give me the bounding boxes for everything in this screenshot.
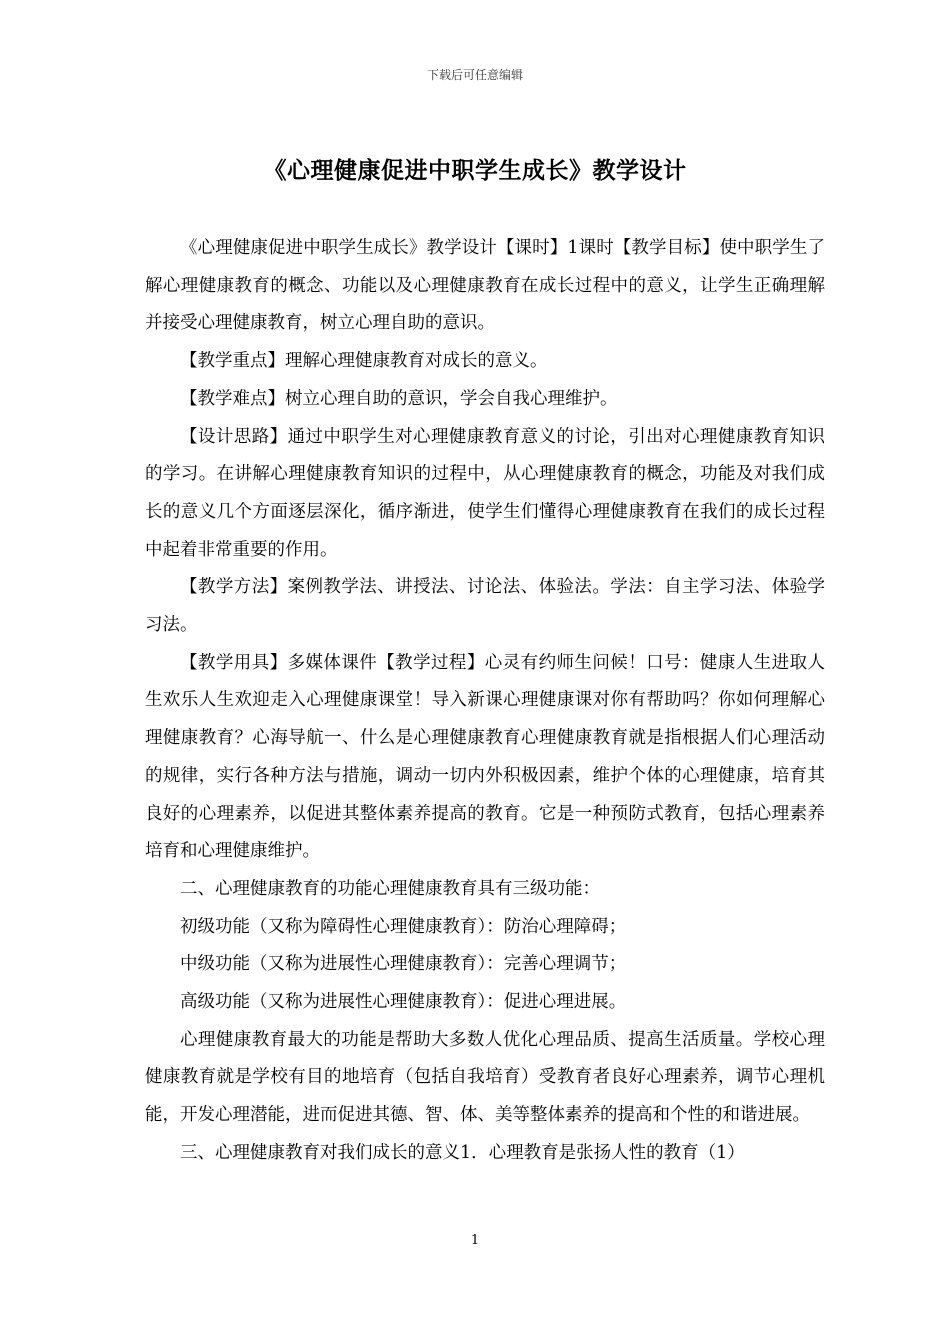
paragraph-intro: 《心理健康促进中职学生成长》教学设计【课时】1课时【教学目标】使中职学生了解心理健康教育的概念、功能以及心理健康教育在成长过程中的意义，让学生正确理解并接受心理健康教育，树立心理自助的意识。 <box>145 238 825 334</box>
page-number: 1 <box>470 1233 480 1248</box>
paragraph-teaching-process: 【教学用具】多媒体课件【教学过程】心灵有约师生问候！口号：健康人生进取人生欢乐人生欢迎走入心理健康课堂！导入新课心理健康课对你有帮助吗？你如何理解心理健康教育？心海导航一、什么是心理健康教育心理健康教育就是指根据人们心理活动的规律，实行各种方法与措施，调动一切内外积极因素，维护个体的心理健康，培育其良好的心理素养，以促进其整体素养提高的教育。它是一种预防式教育，包括心理素养培育和心理健康维护。 <box>145 652 825 862</box>
document-title: 《心理健康促进中职学生成长》教学设计 <box>263 157 687 184</box>
paragraph-teaching-method: 【教学方法】案例教学法、讲授法、讨论法、体验法。学法：自主学习法、体验学习法。 <box>145 577 825 636</box>
header-note: 下载后可任意编辑 <box>426 68 523 82</box>
paragraph-primary-function: 初级功能（又称为障碍性心理健康教育）：防治心理障碍； <box>180 916 627 937</box>
paragraph-functions-heading: 二、心理健康教育的功能心理健康教育具有三级功能： <box>180 878 600 899</box>
paragraph-intermediate-function: 中级功能（又称为进展性心理健康教育）：完善心理调节； <box>180 954 627 975</box>
paragraph-significance: 三、心理健康教育对我们成长的意义1．心理教育是张扬人性的教育（1） <box>180 1142 745 1163</box>
paragraph-advanced-function: 高级功能（又称为进展性心理健康教育）：促进心理进展。 <box>180 992 627 1013</box>
paragraph-main-function: 心理健康教育最大的功能是帮助大多数人优化心理品质、提高生活质量。学校心理健康教育就是学校有目的地培育（包括自我培育）受教育者良好心理素养，调节心理机能，开发心理潜能，进而促进其德、智、体、美等整体素养的提高和个性的和谐进展。 <box>145 1029 825 1126</box>
paragraph-key-point: 【教学重点】理解心理健康教育对成长的意义。 <box>180 351 548 372</box>
document-body <box>145 230 825 1173</box>
paragraph-difficulty: 【教学难点】树立心理自助的意识，学会自我心理维护。 <box>180 388 618 409</box>
paragraph-design-idea: 【设计思路】通过中职学生对心理健康教育意义的讨论，引出对心理健康教育知识的学习。在讲解心理健康教育知识的过程中，从心理健康教育的概念，功能及对我们成长的意义几个方面逐层深化，循序渐进，使学生们懂得心理健康教育在我们的成长过程中起着非常重要的作用。 <box>145 426 825 560</box>
